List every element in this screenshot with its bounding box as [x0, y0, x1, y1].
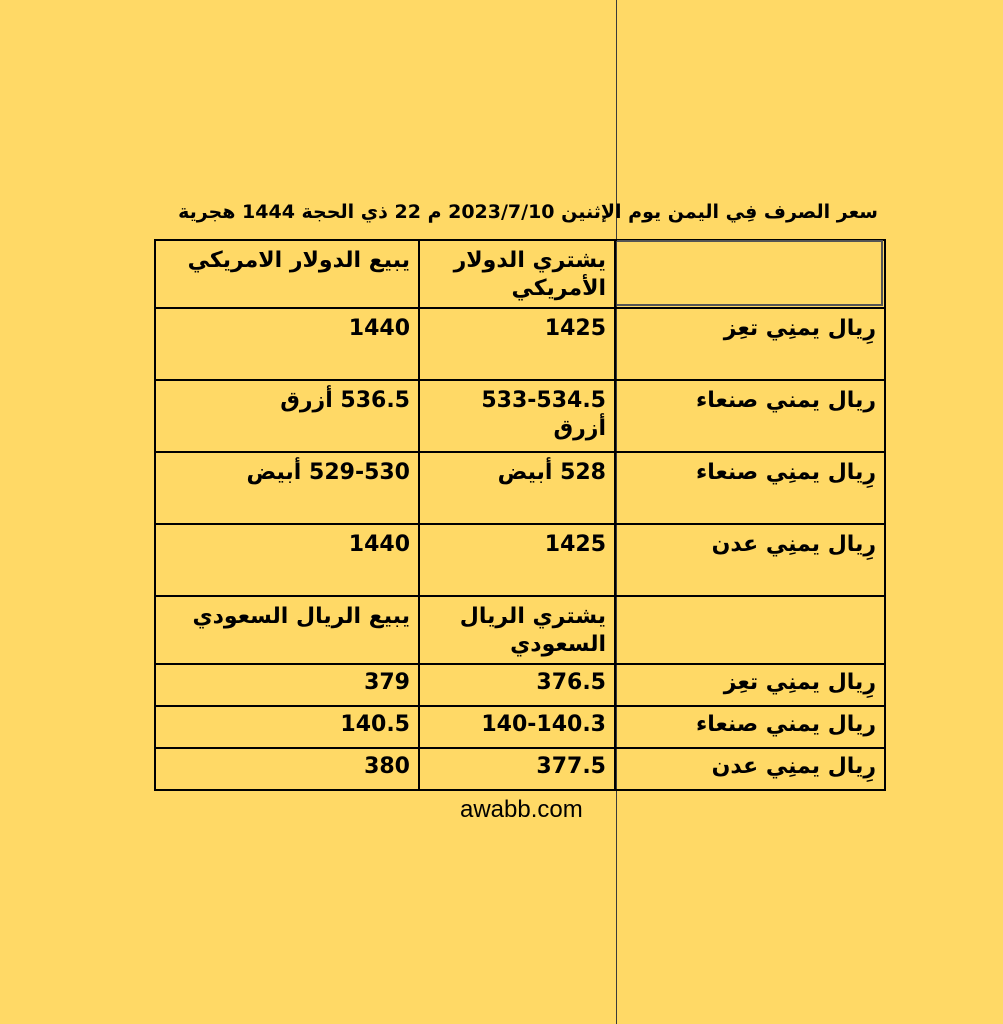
usd-sell-header: يبيع الدولار الامريكي: [155, 240, 419, 308]
row-label: رِيال يمنِي تعِز: [615, 308, 885, 380]
page-title: سعر الصرف فِي اليمن يوم الإثنين 2023/7/10 م 22 ذي الحجة 1444 هجرية: [178, 201, 878, 223]
usd-sell-value: 529-530 أبيض: [155, 452, 419, 524]
usd-buy-value: 533-534.5 أزرق: [419, 380, 615, 452]
header-guide-box: [617, 240, 883, 306]
sar-buy-header: يشتري الريال السعودي: [419, 596, 615, 664]
table-row: [155, 748, 885, 790]
table-row: [155, 524, 885, 596]
row-label: ريال يمني صنعاء: [615, 706, 885, 748]
row-label: ريال يمني صنعاء: [615, 380, 885, 452]
sar-sell-value: 140.5: [155, 706, 419, 748]
usd-buy-value: 1425: [419, 308, 615, 380]
row-label: رِيال يمنِي صنعاء: [615, 452, 885, 524]
sar-sell-value: 379: [155, 664, 419, 706]
table-row: [155, 380, 885, 452]
table-row: [155, 706, 885, 748]
sar-buy-value: 376.5: [419, 664, 615, 706]
table-row: [155, 664, 885, 706]
sar-header-blank: [615, 596, 885, 664]
row-label: رِيال يمنِي تعِز: [615, 664, 885, 706]
usd-sell-value: 1440: [155, 308, 419, 380]
sar-sell-header: يبيع الريال السعودي: [155, 596, 419, 664]
usd-buy-header: يشتري الدولار الأمريكي: [419, 240, 615, 308]
row-label: رِيال يمنِي عدن: [615, 748, 885, 790]
table-row: [155, 308, 885, 380]
sar-buy-value: 140-140.3: [419, 706, 615, 748]
sar-sell-value: 380: [155, 748, 419, 790]
usd-sell-value: 1440: [155, 524, 419, 596]
table-row: [155, 452, 885, 524]
usd-buy-value: 1425: [419, 524, 615, 596]
exchange-rate-table: [154, 239, 886, 791]
sar-buy-value: 377.5: [419, 748, 615, 790]
source-link[interactable]: awabb.com: [460, 796, 583, 823]
usd-buy-value: 528 أبيض: [419, 452, 615, 524]
sar-header-row: [155, 596, 885, 664]
row-label: رِيال يمنِي عدن: [615, 524, 885, 596]
usd-sell-value: 536.5 أزرق: [155, 380, 419, 452]
